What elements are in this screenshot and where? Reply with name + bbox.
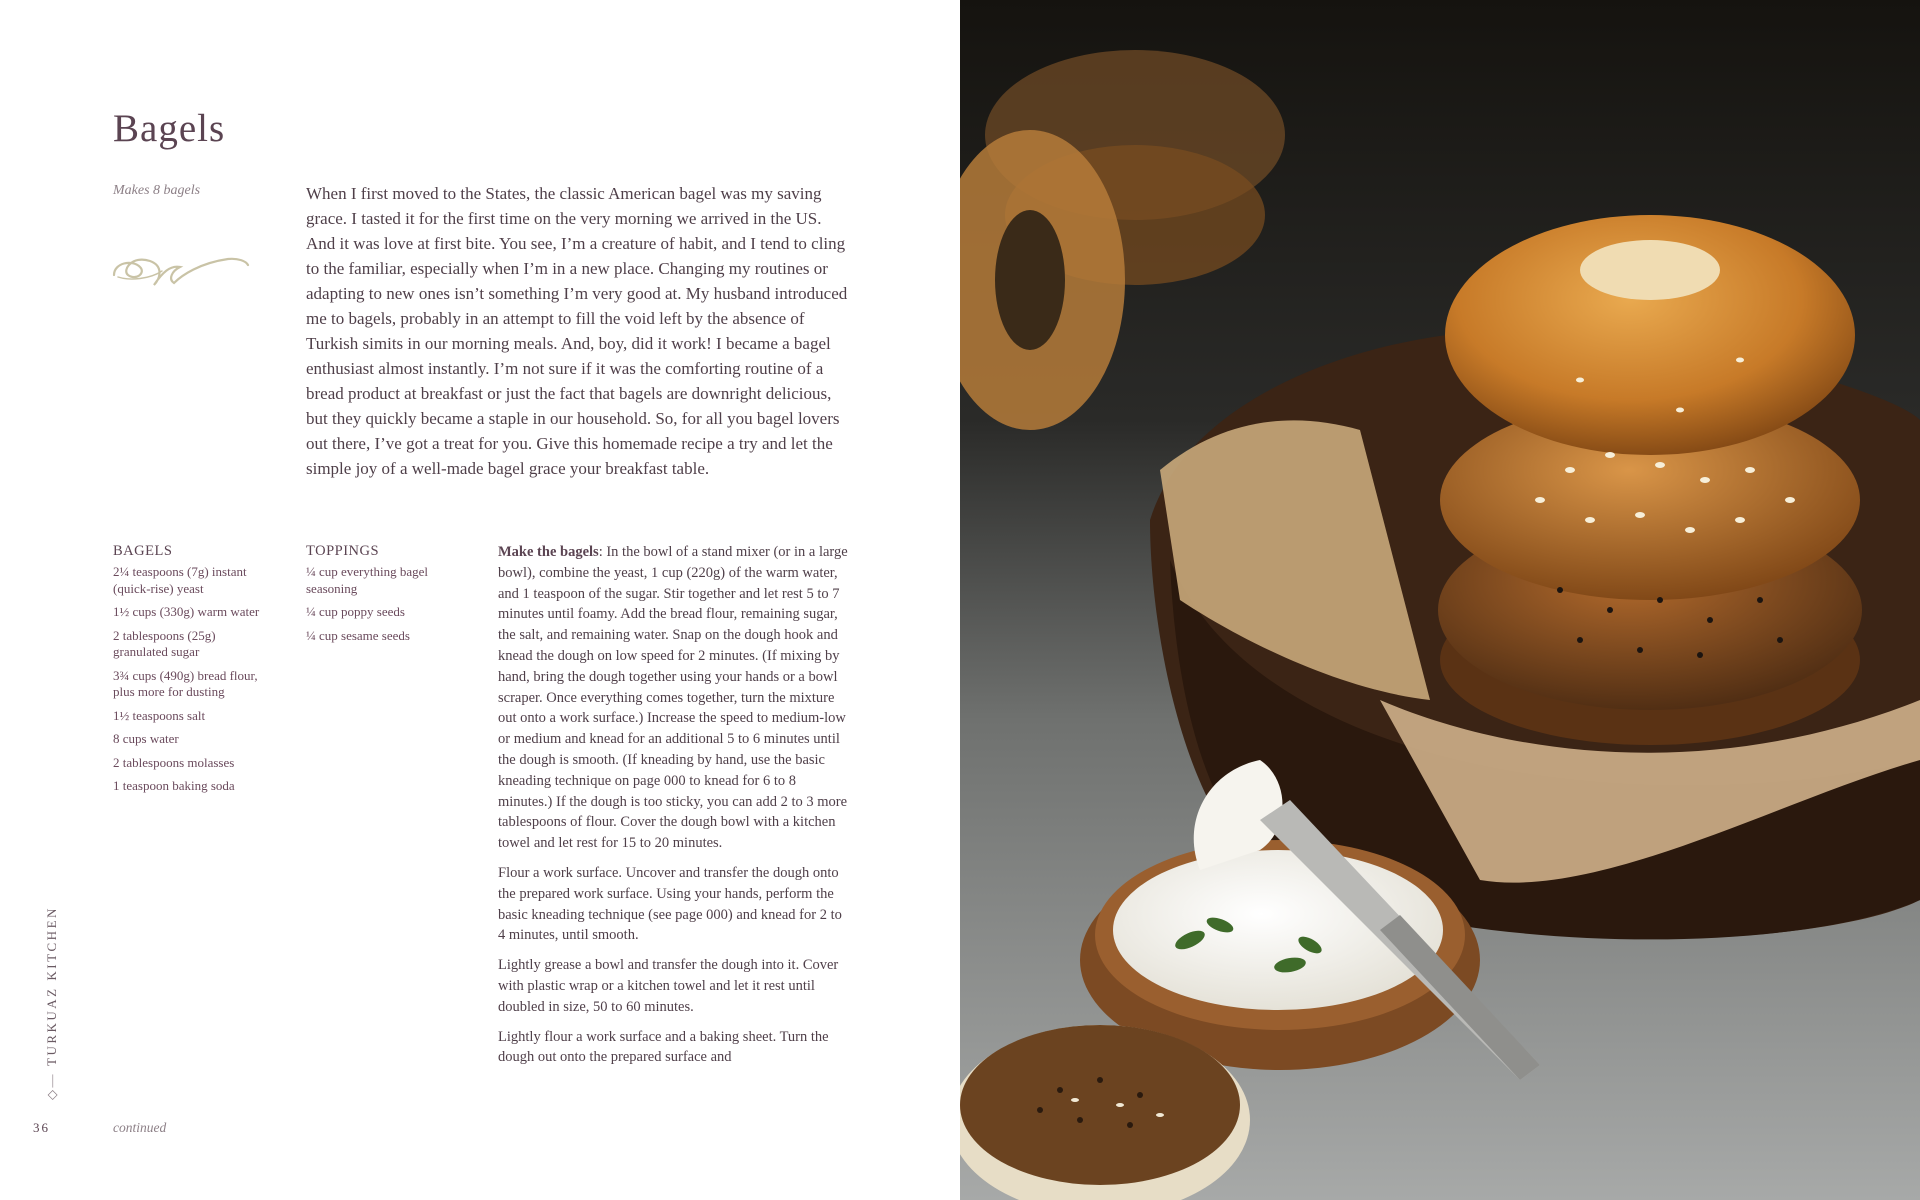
running-head: ◇—TURKUAZ KITCHEN	[44, 906, 59, 1100]
toppings-ingredients-heading: TOPPINGS	[306, 543, 380, 559]
ingredient-item: ¼ cup everything bagel seasoning	[306, 564, 429, 596]
recipe-yield: Makes 8 bagels	[113, 183, 201, 198]
toppings-ingredient-list	[306, 564, 466, 651]
continued-note: continued	[113, 1120, 167, 1135]
ingredient-item: 2¼ teaspoons (7g) instant (quick-rise) yeast	[113, 564, 247, 596]
ingredient-item: 3¾ cups (490g) bread flour, plus more for dusting	[113, 667, 258, 699]
flourish-ornament-icon	[110, 245, 250, 290]
ingredient-item: ¼ cup poppy seeds	[306, 604, 405, 619]
method-text	[498, 542, 850, 1077]
method-step: Lightly flour a work surface and a baking sheet. Turn the dough out onto the prepared surface and	[498, 1028, 829, 1066]
recipe-title: Bagels	[113, 107, 226, 150]
bagels-ingredients-heading: BAGELS	[113, 543, 173, 559]
method-step: Lightly grease a bowl and transfer the dough into it. Cover with plastic wrap or a kitchen towel and let it rest until doubled in size, 50 to 60 minutes.	[498, 957, 839, 1015]
ingredient-item: 8 cups water	[113, 731, 179, 746]
ingredient-item: 1½ teaspoons salt	[113, 707, 206, 723]
method-step: Make the bagels: In the bowl of a stand mixer (or in a large bowl), combine the yeast, 1 cup (220g) of the warm water, and 1 teaspoon of the sugar. Stir together and let rest 5 to 7 minutes until foamy. Add the bread flour, remaining sugar, the salt, and remaining water. Snap on the dough hook and knead the dough on low speed for 2 minutes. (If mixing by hand, bring the dough together using your hands or a bowl scraper. Once everything comes together, turn the mixture out onto a work surface.) Increase the speed to medium-low or medium and knead for an additional 5 to 6 minutes until the dough is smooth. (If kneading by hand, use the basic kneading technique on page 000 to knead for 6 to 8 minutes.) If the dough is too sticky, you can add 2 to 3 more tablespoons of flour. Cover the dough bowl with a kitchen towel and let rest for 15 to 20 minutes.	[498, 544, 848, 852]
running-head-ornament-icon: ◇—	[44, 1072, 59, 1100]
ingredient-item: 1 teaspoon baking soda	[113, 778, 235, 793]
page-number: 36	[33, 1120, 50, 1135]
method-step: Flour a work surface. Uncover and transfer the dough onto the prepared work surface. Using your hands, perform the basic kneading technique (see page 000) and knead for 2 to 4 minutes, until smooth.	[498, 864, 842, 944]
bagel-photo	[960, 0, 1920, 1200]
recipe-intro: When I first moved to the States, the classic American bagel was my saving grace. I tasted it for the first time on the very morning we arrived in the US. And it was love at first bite. You see, I’m a creature of habit, and I tend to cling to the familiar, especially when I’m in a new place. Changing my routines or adapting to new ones isn’t something I’m very good at. My husband introduced me to bagels, probably in an attempt to fill the void left by the absence of Turkish simits in our morning meals. And, boy, did it work! I became a bagel enthusiast almost instantly. I’m not sure if it was the comforting routine of a bread product at breakfast or just the fact that bagels are downright delicious, but they quickly became a staple in our household. So, for all you bagel lovers out there, I’ve got a treat for you. Give this homemade recipe a try and let the simple joy of a well-made bagel grace your breakfast table.	[306, 184, 848, 478]
ingredient-item: 2 tablespoons molasses	[113, 754, 235, 770]
ingredient-item: ¼ cup sesame seeds	[306, 627, 410, 643]
method-lead: Make the bagels	[498, 544, 599, 560]
ingredient-item: 2 tablespoons (25g) granulated sugar	[113, 627, 216, 659]
bagels-ingredient-list	[113, 564, 273, 802]
ingredient-item: 1½ cups (330g) warm water	[113, 604, 260, 619]
